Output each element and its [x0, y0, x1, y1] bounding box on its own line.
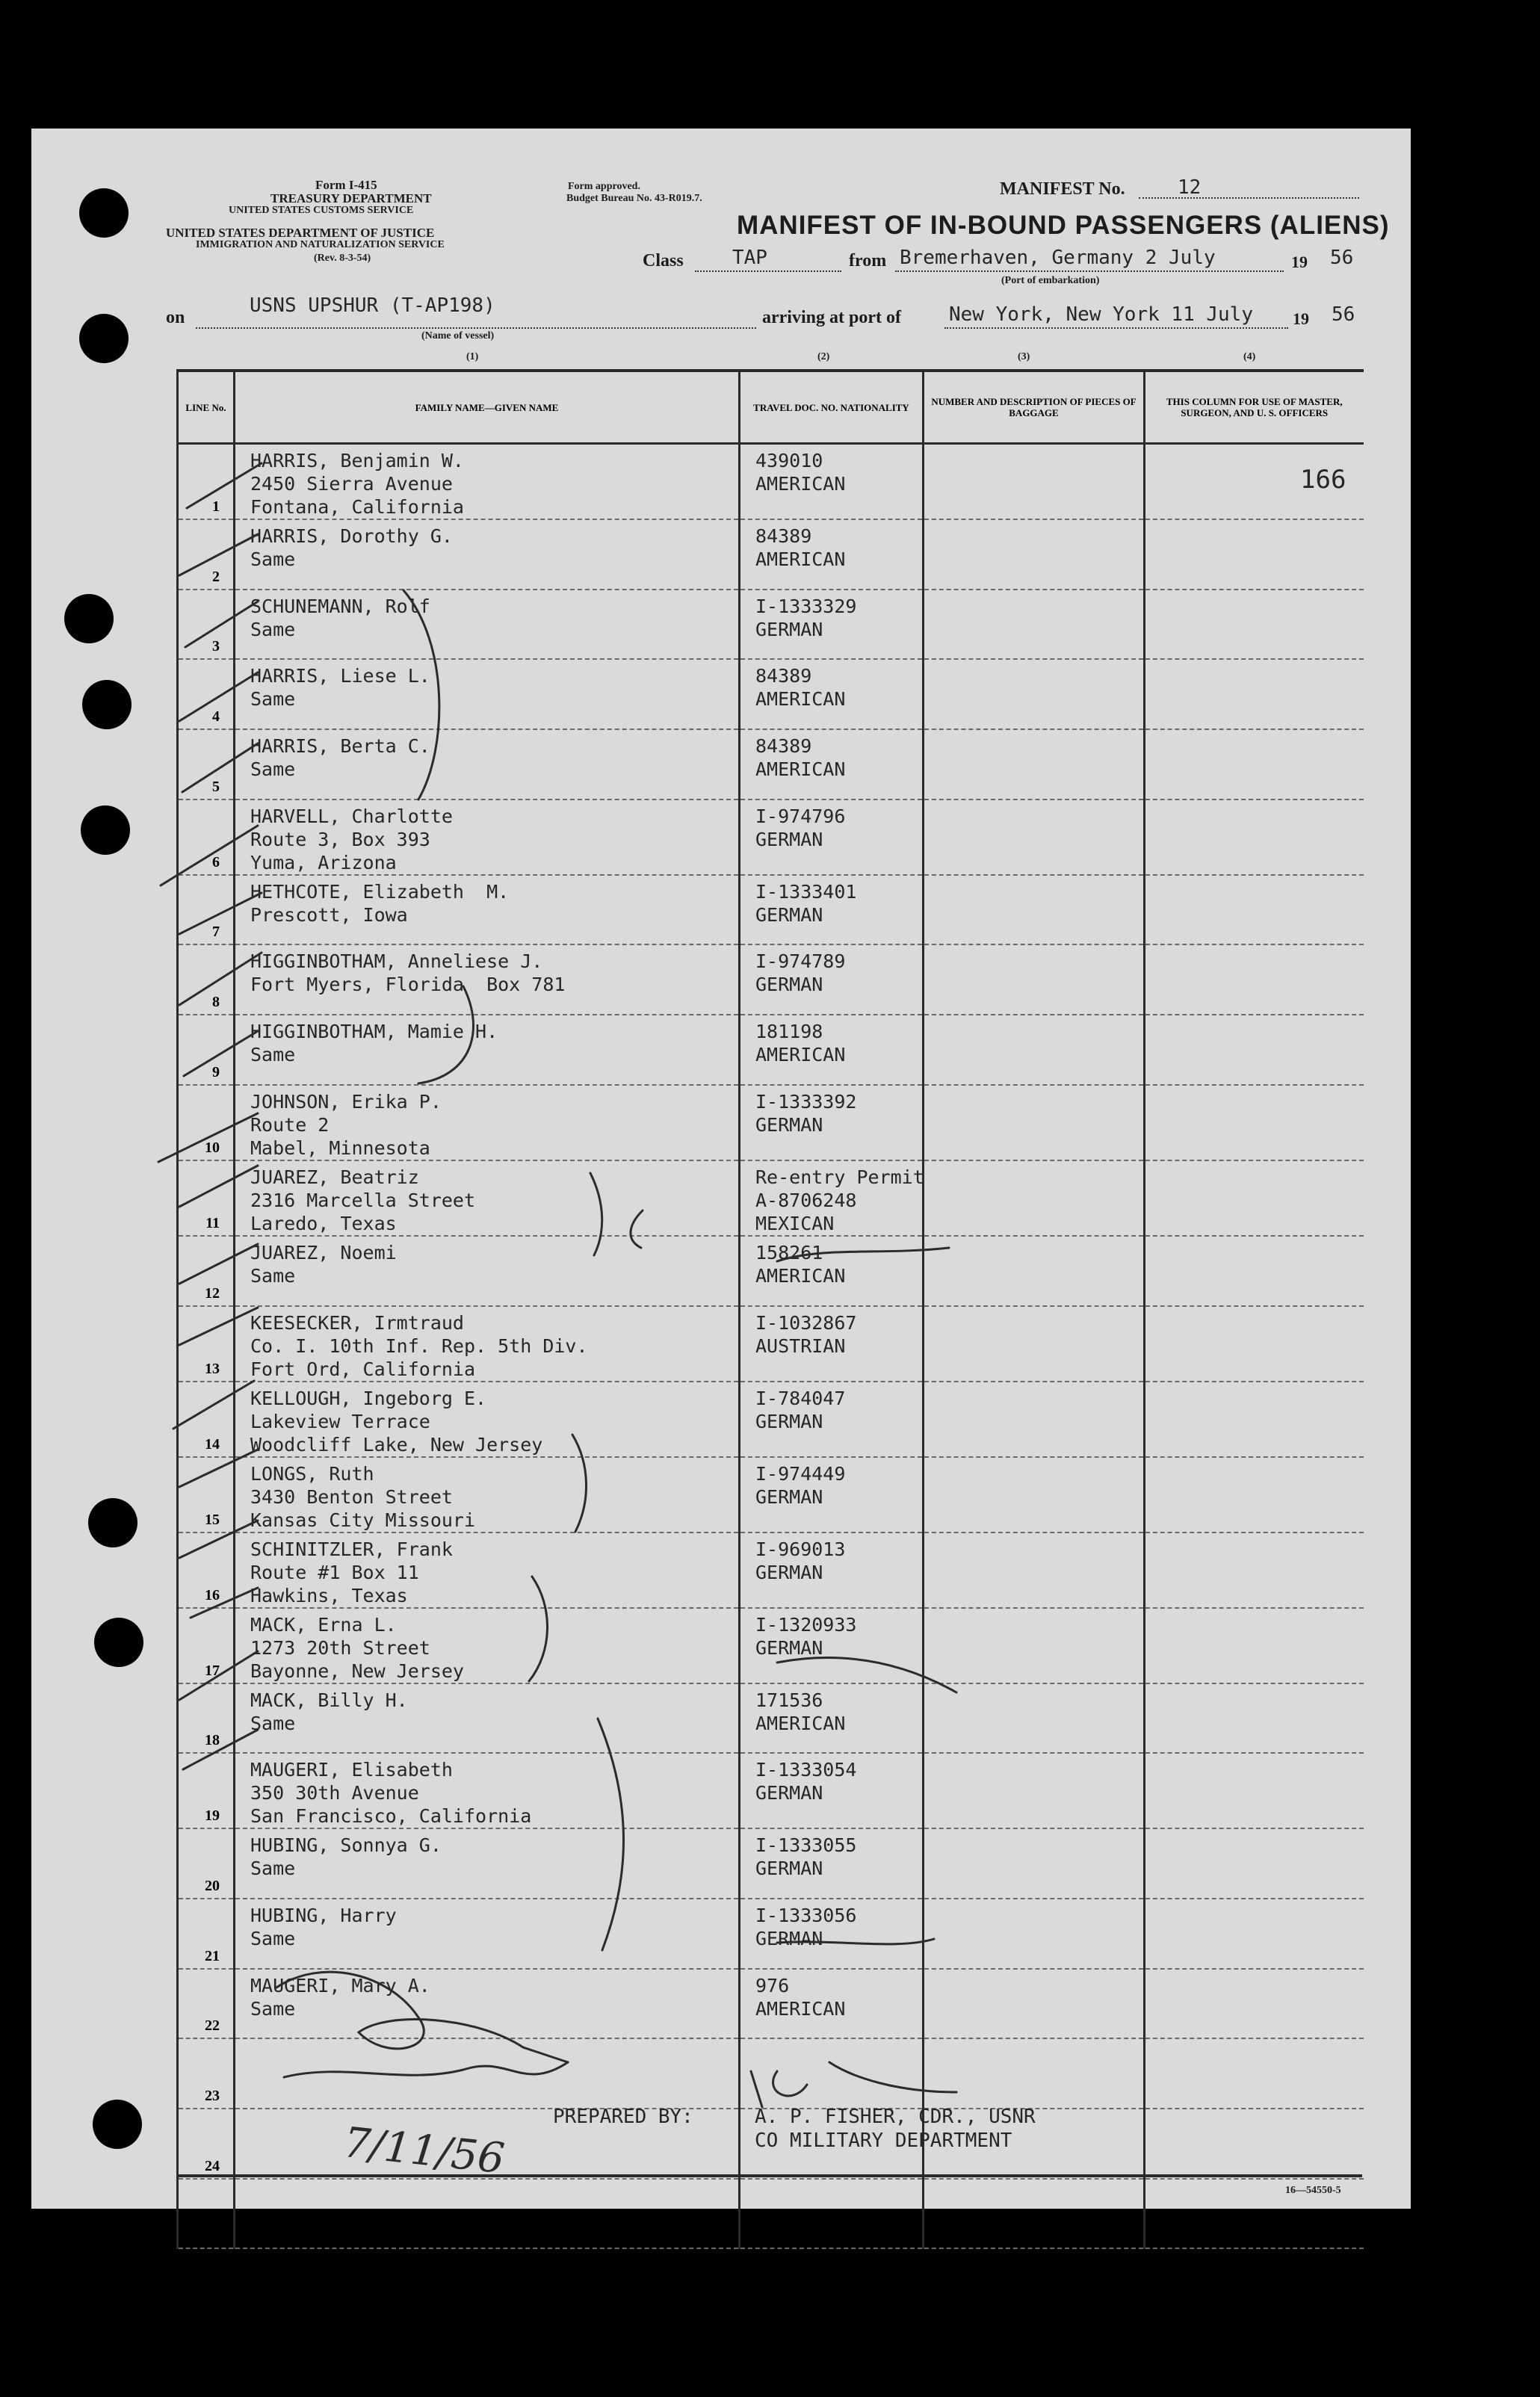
travel-doc: I-1032867 AUSTRIAN: [755, 1311, 857, 1357]
passenger-name: LONGS, Ruth 3430 Benton Street Kansas City Missouri: [250, 1462, 476, 1531]
line-number: 19: [205, 1807, 220, 1825]
travel-doc: I-1333055 GERMAN: [755, 1834, 857, 1880]
budget-bureau: Budget Bureau No. 43-R019.7.: [566, 193, 702, 204]
line-number: 18: [205, 1732, 220, 1749]
vessel-caption: (Name of vessel): [421, 330, 495, 341]
bracket-mark: [403, 590, 439, 799]
check-mark: [179, 534, 258, 575]
arriving-label: arriving at port of: [762, 308, 901, 327]
line-number: 3: [212, 638, 220, 655]
line-number: 16: [205, 1586, 220, 1603]
year-suffix: 56: [1332, 303, 1355, 326]
correction-mark: [777, 1248, 949, 1261]
bracket-mark: [529, 1577, 548, 1681]
header-officers: THIS COLUMN FOR USE OF MASTER, SURGEON, AND U. S. OFFICERS: [1145, 371, 1364, 444]
from-label: from: [849, 251, 887, 270]
ins-service: IMMIGRATION AND NATURALIZATION SERVICE: [196, 239, 445, 250]
travel-doc: I-1333392 GERMAN: [755, 1090, 857, 1136]
check-mark: [161, 826, 258, 885]
check-mark: [179, 672, 258, 721]
travel-doc: 181198 AMERICAN: [755, 1021, 846, 1066]
travel-doc: 439010 AMERICAN: [755, 450, 846, 495]
check-mark: [158, 1113, 258, 1162]
passenger-name: KELLOUGH, Ingeborg E. Lakeview Terrace Woodcliff Lake, New Jersey: [250, 1387, 543, 1456]
passenger-name: KEESECKER, Irmtraud Co. I. 10th Inf. Rep. 5th Div. Fort Ord, California: [250, 1311, 588, 1380]
passenger-name: SCHINITZLER, Frank Route #1 Box 11 Hawkins, Texas: [250, 1538, 453, 1606]
handwritten-date: 7/11/56: [341, 2118, 507, 2184]
travel-doc: 171536 AMERICAN: [755, 1689, 846, 1734]
line-number: 22: [205, 2017, 220, 2035]
officer-note: 166: [1300, 465, 1346, 495]
travel-doc: I-974789 GERMAN: [755, 950, 846, 996]
passenger-name: JOHNSON, Erika P. Route 2 Mabel, Minnesota: [250, 1090, 442, 1159]
line-number: 12: [205, 1284, 220, 1302]
line-number: 14: [205, 1435, 220, 1453]
signature-scrawl: [284, 2062, 568, 2077]
passenger-name: HIGGINBOTHAM, Mamie H. Same: [250, 1021, 498, 1066]
check-mark: [185, 601, 258, 647]
travel-doc: I-974449 GERMAN: [755, 1462, 846, 1508]
line-number: 20: [205, 1877, 220, 1894]
manifest-no-label: MANIFEST No.: [1000, 179, 1125, 199]
passenger-name: HUBING, Sonnya G. Same: [250, 1834, 442, 1880]
travel-doc: 976 AMERICAN: [755, 1974, 846, 2020]
header-name: FAMILY NAME—GIVEN NAME: [235, 371, 740, 444]
on-label: on: [166, 308, 185, 327]
line-number: 1: [212, 498, 220, 515]
signature-scrawl: [751, 2062, 956, 2107]
travel-doc: I-1320933 GERMAN: [755, 1613, 857, 1659]
bracket-mark: [418, 986, 474, 1083]
travel-doc: I-1333056 GERMAN: [755, 1904, 857, 1949]
line-number: 24: [205, 2157, 220, 2174]
check-mark: [183, 1730, 258, 1769]
line-number: 11: [205, 1214, 220, 1231]
column-number: (3): [1018, 351, 1030, 362]
check-mark: [179, 1521, 258, 1558]
year-prefix: 19: [1291, 253, 1308, 271]
form-number: Form I-415: [315, 178, 377, 192]
column-number: (1): [466, 351, 479, 362]
line-number: 23: [205, 2087, 220, 2104]
check-mark: [179, 893, 262, 934]
arrival-port: New York, New York 11 July: [949, 303, 1253, 326]
passenger-name: MAUGERI, Elisabeth 350 30th Avenue San Francisco, California: [250, 1759, 532, 1828]
passenger-name: HIGGINBOTHAM, Anneliese J. Fort Myers, Florida Box 781: [250, 950, 566, 996]
correction-mark: [777, 1657, 956, 1692]
port-caption: (Port of embarkation): [1001, 275, 1100, 286]
line-number: 10: [205, 1139, 220, 1156]
check-mark: [173, 1381, 254, 1429]
bracket-mark: [590, 1173, 602, 1255]
passenger-name: MACK, Erna L. 1273 20th Street Bayonne, New Jersey: [250, 1613, 464, 1682]
line-number: 8: [212, 994, 220, 1011]
manifest-no: 12: [1178, 176, 1202, 199]
page-title: MANIFEST OF IN-BOUND PASSENGERS (ALIENS): [737, 211, 1390, 240]
travel-doc: I-784047 GERMAN: [755, 1387, 846, 1432]
bracket-mark: [598, 1719, 624, 1950]
travel-doc: 158261 AMERICAN: [755, 1241, 846, 1287]
revision: (Rev. 8-3-54): [314, 253, 371, 264]
passenger-name: HARRIS, Benjamin W. 2450 Sierra Avenue Fontana, California: [250, 450, 464, 518]
check-mark: [179, 1166, 258, 1207]
line-number: 13: [205, 1360, 220, 1377]
travel-doc: 84389 AMERICAN: [755, 665, 846, 711]
passenger-name: JUAREZ, Noemi Same: [250, 1241, 397, 1287]
form-code: 16—54550-5: [1285, 2185, 1341, 2196]
header-baggage: NUMBER AND DESCRIPTION OF PIECES OF BAGGAGE: [924, 371, 1145, 444]
check-mark: [184, 1031, 258, 1076]
line-number: 17: [205, 1662, 220, 1679]
line-number: 6: [212, 853, 220, 870]
class-value: TAP: [732, 247, 767, 269]
passenger-name: HETHCOTE, Elizabeth M. Prescott, Iowa: [250, 880, 510, 926]
signature-scrawl: [276, 1972, 568, 2062]
line-number: 5: [212, 778, 220, 795]
passenger-name: HARRIS, Berta C. Same: [250, 735, 430, 781]
check-mark: [179, 1308, 258, 1345]
vessel-name: USNS UPSHUR (T-AP198): [250, 294, 495, 317]
justice-dept: UNITED STATES DEPARTMENT OF JUSTICE: [166, 226, 435, 240]
bracket-mark: [572, 1435, 587, 1532]
check-mark: [187, 463, 262, 508]
column-number: (4): [1243, 351, 1256, 362]
year-prefix: 19: [1293, 309, 1309, 328]
passenger-name: HARVELL, Charlotte Route 3, Box 393 Yuma, Arizona: [250, 805, 453, 873]
line-number: 9: [212, 1063, 220, 1080]
line-number: 2: [212, 568, 220, 585]
preparer-name: A. P. FISHER, CDR., USNR: [755, 2106, 1036, 2128]
passenger-name: HUBING, Harry Same: [250, 1904, 397, 1949]
check-mark: [179, 1651, 258, 1700]
port-of-embarkation: Bremerhaven, Germany 2 July: [900, 247, 1216, 269]
customs-service: UNITED STATES CUSTOMS SERVICE: [229, 205, 414, 216]
passenger-name: HARRIS, Dorothy G. Same: [250, 525, 453, 570]
travel-doc: I-1333329 GERMAN: [755, 595, 857, 640]
travel-doc: I-974796 GERMAN: [755, 805, 846, 850]
passenger-name: JUAREZ, Beatriz 2316 Marcella Street Laredo, Texas: [250, 1166, 476, 1234]
travel-doc: I-1333401 GERMAN: [755, 880, 857, 926]
travel-doc: Re-entry Permit A-8706248 MEXICAN: [755, 1166, 924, 1234]
check-mark: [179, 1244, 258, 1284]
treasury-dept: TREASURY DEPARTMENT: [270, 191, 432, 205]
header-line-no: LINE No.: [178, 371, 235, 444]
check-mark: [179, 953, 262, 1005]
year-suffix: 56: [1330, 247, 1354, 269]
line-number: 4: [212, 708, 220, 726]
form-approved: Form approved.: [568, 181, 640, 192]
check-mark: [191, 1588, 258, 1618]
header-travel-doc: TRAVEL DOC. NO. NATIONALITY: [740, 371, 924, 444]
correction-mark: [777, 1939, 934, 1944]
preparer-title: CO MILITARY DEPARTMENT: [755, 2130, 1012, 2152]
bracket-mark: [631, 1210, 643, 1248]
travel-doc: I-1333054 GERMAN: [755, 1759, 857, 1804]
travel-doc: I-969013 GERMAN: [755, 1538, 846, 1583]
prepared-by-label: PREPARED BY:: [553, 2106, 693, 2128]
passenger-name: HARRIS, Liese L. Same: [250, 665, 430, 711]
line-number: 15: [205, 1511, 220, 1528]
class-label: Class: [643, 251, 684, 270]
passenger-name: SCHUNEMANN, Rolf Same: [250, 595, 430, 640]
column-number: (2): [817, 351, 830, 362]
line-number: 7: [212, 924, 220, 941]
passenger-name: MAUGERI, Mary A. Same: [250, 1974, 430, 2020]
passenger-name: MACK, Billy H. Same: [250, 1689, 408, 1734]
check-mark: [182, 743, 258, 792]
line-number: 25: [205, 2227, 220, 2245]
line-number: 21: [205, 1947, 220, 1964]
check-mark: [179, 1450, 258, 1487]
travel-doc: 84389 AMERICAN: [755, 525, 846, 570]
travel-doc: 84389 AMERICAN: [755, 735, 846, 781]
